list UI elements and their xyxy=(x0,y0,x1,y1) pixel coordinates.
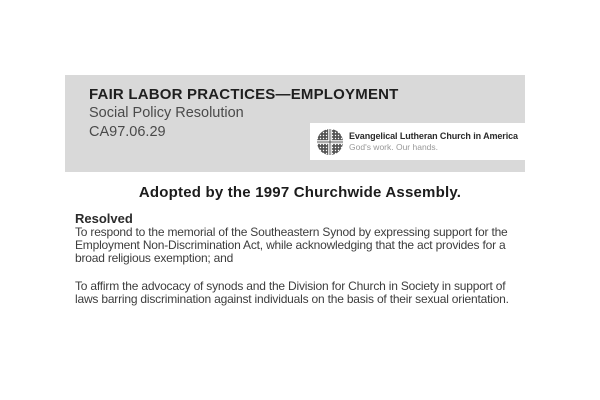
paragraph-line: To affirm the advocacy of synods and the Division for Church in Society in support of xyxy=(75,279,506,293)
elca-emblem-icon xyxy=(316,128,344,156)
document-subtitle: Social Policy Resolution xyxy=(89,105,244,121)
resolved-lead-in: Resolved xyxy=(75,211,133,226)
resolution-number: CA97.06.29 xyxy=(89,124,166,140)
resolution-body xyxy=(75,211,535,306)
organization-tagline: God's work. Our hands. xyxy=(349,142,439,152)
resolution-paragraph xyxy=(75,280,535,306)
elca-logo-plate xyxy=(310,123,525,160)
resolution-paragraph xyxy=(75,226,535,265)
paragraph-line: To respond to the memorial of the Southeastern Synod by expressing support for the xyxy=(75,225,508,239)
organization-name: Evangelical Lutheran Church in America xyxy=(349,131,518,141)
paragraph-line: laws barring discrimination against individuals on the basis of their sexual orientation. xyxy=(75,292,509,306)
elca-logo-text xyxy=(349,131,518,152)
paragraph-line: broad religious exemption; and xyxy=(75,251,234,265)
adopted-heading: Adopted by the 1997 Churchwide Assembly. xyxy=(138,184,462,201)
paragraph-line: Employment Non-Discrimination Act, while acknowledging that the act provides for a xyxy=(75,238,506,252)
document-title: FAIR LABOR PRACTICES—EMPLOYMENT xyxy=(89,86,399,103)
document-header-band xyxy=(65,75,525,172)
